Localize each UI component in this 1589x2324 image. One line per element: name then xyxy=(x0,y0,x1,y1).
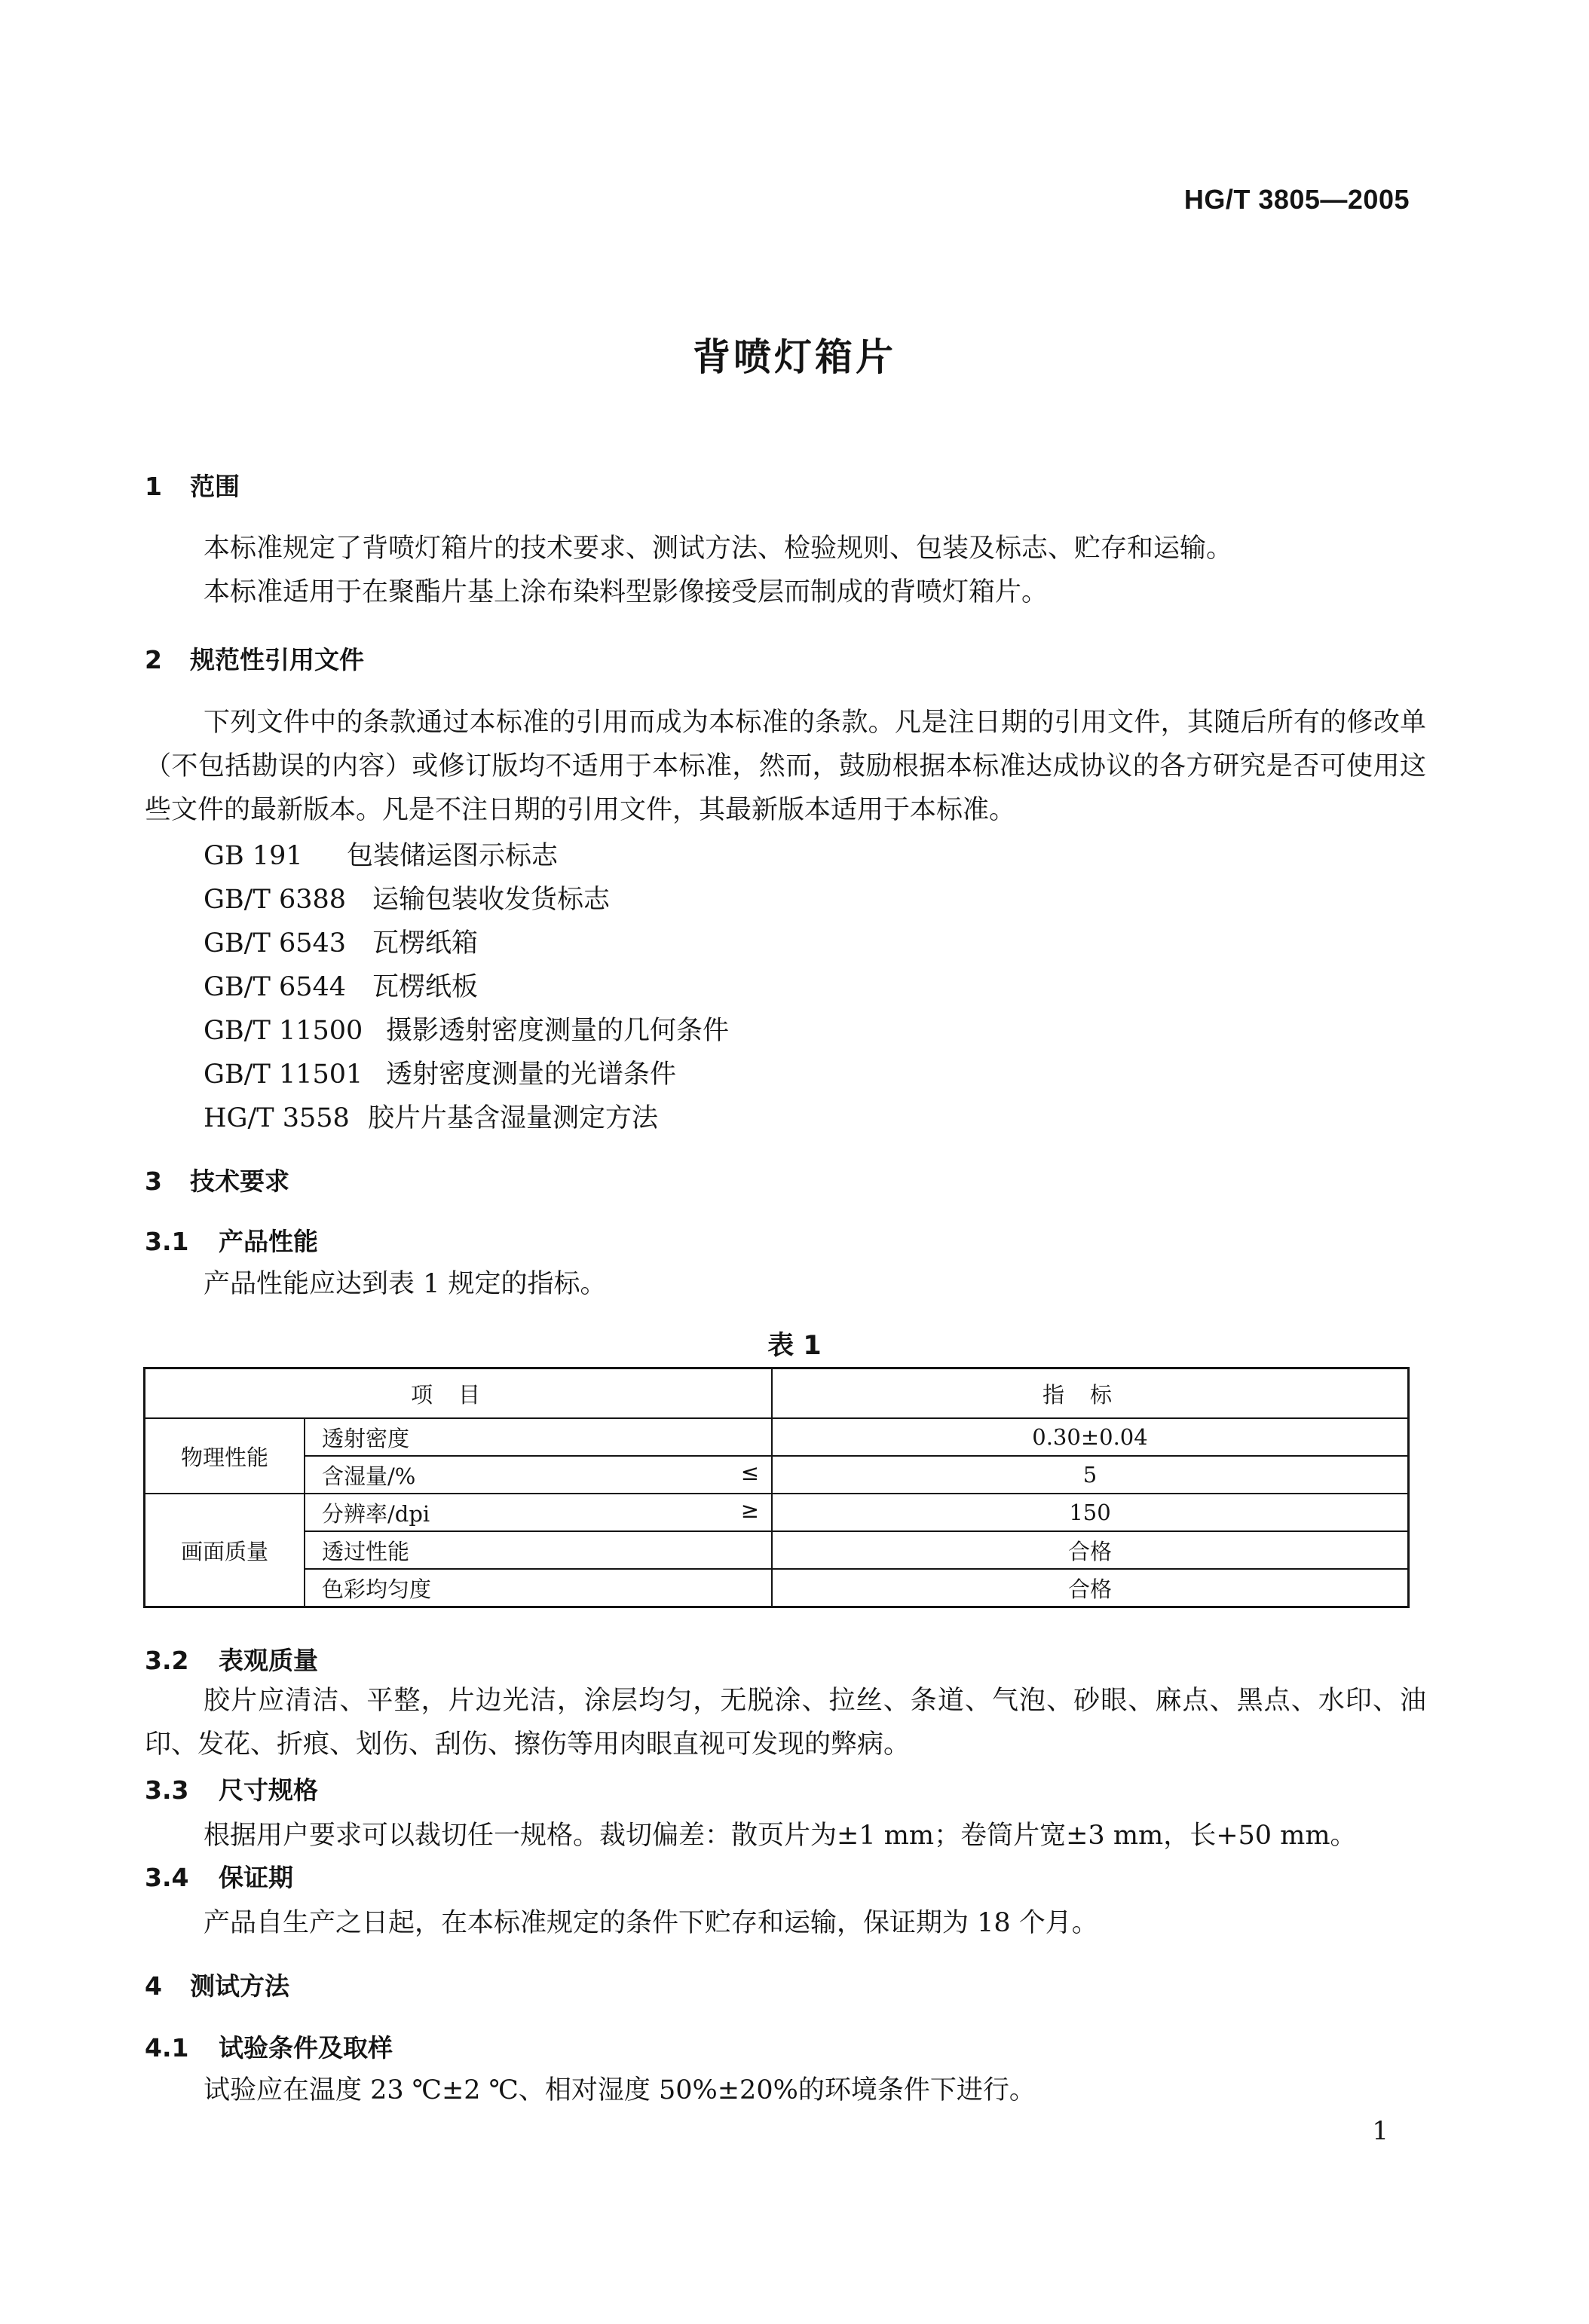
table-row xyxy=(145,1569,1409,1607)
document-title: 背喷灯箱片 xyxy=(693,335,896,379)
item-cell: 透射密度 xyxy=(305,1418,772,1456)
value-cell: 5 xyxy=(772,1456,1409,1494)
section-3-3-text: 根据用户要求可以裁切任一规格。裁切偏差：散页片为±1 mm；卷筒片宽±3 mm，长+50 mm。 xyxy=(204,1821,1357,1851)
reference-item: GB/T 11501 透射密度测量的光谱条件 xyxy=(204,1060,677,1090)
reference-item: GB/T 6388 运输包装收发货标志 xyxy=(204,885,611,915)
section-1-paragraph-1: 本标准规定了背喷灯箱片的技术要求、测试方法、检验规则、包装及标志、贮存和运输。 xyxy=(204,534,1233,564)
table-caption: 表 1 xyxy=(767,1331,822,1361)
section-4-1-text: 试验应在温度 23 ℃±2 ℃、相对湿度 50%±20%的环境条件下进行。 xyxy=(204,2075,1036,2105)
table-row xyxy=(145,1418,1409,1456)
section-3-2-text: 胶片应清洁、平整，片边光洁，涂层均匀，无脱涂、拉丝、条道、气泡、砂眼、麻点、黑点、水印、油印、发花、折痕、划伤、刮伤、擦伤等用肉眼直视可发现的弊病。 xyxy=(145,1686,1426,1760)
reference-item: GB/T 6543 瓦楞纸箱 xyxy=(204,928,479,959)
reference-item: GB/T 11500 摄影透射密度测量的几何条件 xyxy=(204,1016,730,1046)
section-3-1-text: 产品性能应达到表 1 规定的指标。 xyxy=(204,1269,607,1299)
table-row xyxy=(145,1494,1409,1531)
section-3-4-heading: 3.4 保证期 xyxy=(145,1863,293,1892)
value-cell: 合格 xyxy=(772,1531,1409,1569)
section-2-heading: 2 规范性引用文件 xyxy=(145,645,364,674)
reference-item: HG/T 3558 胶片片基含湿量测定方法 xyxy=(204,1103,659,1133)
group-cell: 物理性能 xyxy=(145,1418,305,1494)
header-item: 项目 xyxy=(145,1368,773,1419)
value-cell: 合格 xyxy=(772,1569,1409,1607)
spec-table xyxy=(143,1367,1410,1608)
standard-code: HG/T 3805—2005 xyxy=(1183,184,1410,215)
group-cell: 画面质量 xyxy=(145,1494,305,1607)
item-cell: 含湿量/% ≤ xyxy=(305,1456,772,1494)
section-4-1-heading: 4.1 试验条件及取样 xyxy=(145,2033,393,2063)
item-cell: 透过性能 xyxy=(305,1531,772,1569)
header-value: 指标 xyxy=(772,1368,1409,1419)
table-header-row xyxy=(145,1368,1409,1419)
table-row xyxy=(145,1456,1409,1494)
section-3-2-heading: 3.2 表观质量 xyxy=(145,1646,318,1675)
section-1-paragraph-2: 本标准适用于在聚酯片基上涂布染料型影像接受层而制成的背喷灯箱片。 xyxy=(204,577,1049,607)
item-cell: 分辨率/dpi ≥ xyxy=(305,1494,772,1531)
value-cell: 0.30±0.04 xyxy=(772,1418,1409,1456)
section-3-1-heading: 3.1 产品性能 xyxy=(145,1227,318,1256)
table-row xyxy=(145,1531,1409,1569)
section-4-heading: 4 测试方法 xyxy=(145,1971,289,2001)
reference-item: GB/T 6544 瓦楞纸板 xyxy=(204,972,479,1002)
section-2-intro: 下列文件中的条款通过本标准的引用而成为本标准的条款。凡是注日期的引用文件，其随后所有的修改单（不包括勘误的内容）或修订版均不适用于本标准，然而，鼓励根据本标准达成协议的各方研究是否可使用这些文件的最新版本。凡是不注日期的引用文件，其最新版本适用于本标准。 xyxy=(145,708,1426,825)
section-3-4-text: 产品自生产之日起，在本标准规定的条件下贮存和运输，保证期为 18 个月。 xyxy=(204,1908,1098,1938)
section-3-3-heading: 3.3 尺寸规格 xyxy=(145,1775,318,1805)
reference-item: GB 191 包装储运图示标志 xyxy=(204,841,559,871)
item-cell: 色彩均匀度 xyxy=(305,1569,772,1607)
section-3-heading: 3 技术要求 xyxy=(145,1167,289,1196)
page-number: 1 xyxy=(1372,2116,1388,2146)
section-1-heading: 1 范围 xyxy=(145,472,240,501)
value-cell: 150 xyxy=(772,1494,1409,1531)
